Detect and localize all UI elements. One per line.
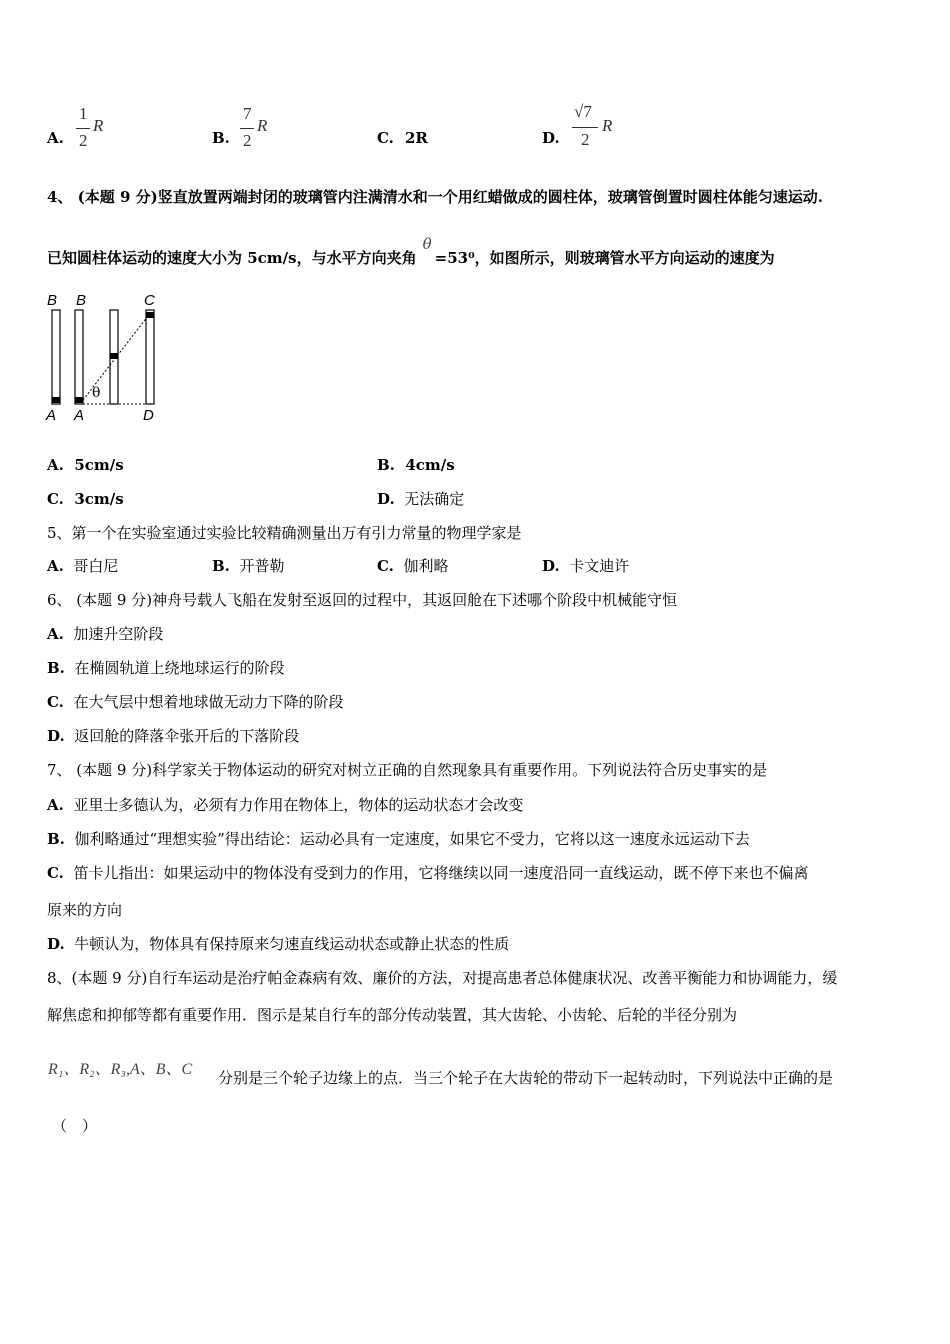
q4-option-b: B. 4cm/s <box>377 456 455 474</box>
q3-option-a-fraction: 1 2 R <box>76 104 116 154</box>
q7-option-c: C. 笛卡儿指出：如果运动中的物体没有受到力的作用，它将继续以同一速度沿同一直线运动，既不停下来也不偏离 <box>47 864 809 882</box>
q5-option-b: B. 开普勒 <box>212 557 285 575</box>
q7-option-b: B. 伽利略通过“理想实验”得出结论：运动必具有一定速度，如果它不受力，它将以这一速度永远运动下去 <box>47 830 750 848</box>
q3-option-b-fraction: 7 2 R <box>240 104 280 154</box>
q5-option-a: A. 哥白尼 <box>47 557 119 575</box>
figure-label-top-1: B <box>47 292 58 309</box>
q8-stem-line3: 分别是三个轮子边缘上的点．当三个轮子在大齿轮的带动下一起转动时，下列说法中正确的是 <box>218 1069 834 1087</box>
q3-option-b-label: B. <box>212 129 230 147</box>
q4-stem-line1: 4、 (本题 9 分)竖直放置两端封闭的玻璃管内注满清水和一个用红蜡做成的圆柱体，玻璃管倒置时圆柱体能匀速运动. <box>47 188 823 206</box>
q8-radius-symbols: R₁、R₂、R₃,A、B、C <box>48 1061 193 1078</box>
q4-stem-line2 <box>47 235 775 268</box>
q5-option-c: C. 伽利略 <box>377 557 449 575</box>
q7-option-c-continued: 原来的方向 <box>47 901 123 919</box>
theta-symbol: θ <box>422 235 432 253</box>
figure-label-top-2: B <box>76 292 87 309</box>
glass-tube-4 <box>146 310 154 404</box>
q7-option-a: A. 亚里士多德认为，必须有力作用在物体上，物体的运动状态才会改变 <box>47 796 524 814</box>
q7-stem: 7、 (本题 9 分)科学家关于物体运动的研究对树立正确的自然现象具有重要作用。下列说法符合历史事实的是 <box>47 761 768 779</box>
figure-label-top-3: C <box>144 292 155 309</box>
q4-option-a: A. 5cm/s <box>47 456 124 474</box>
wax-cylinder-2 <box>75 397 83 403</box>
q3-option-c-label: C. <box>377 129 394 147</box>
q5-option-d: D. 卡文迪许 <box>542 557 630 575</box>
q6-option-c: C. 在大气层中想着地球做无动力下降的阶段 <box>47 693 344 711</box>
glass-tube-2 <box>75 310 83 404</box>
wax-cylinder-1 <box>52 397 60 403</box>
glass-tube-1 <box>52 310 60 404</box>
q7-option-d: D. 牛顿认为，物体具有保持原来匀速直线运动状态或静止状态的性质 <box>47 935 510 953</box>
q4-stem-line2a: 已知圆柱体运动的速度大小为 5cm/s，与水平方向夹角 <box>47 249 417 267</box>
q3-option-a-label: A. <box>47 129 64 147</box>
q4-option-d: D. 无法确定 <box>377 490 465 508</box>
q4-option-c: C. 3cm/s <box>47 490 124 508</box>
wax-cylinder-3 <box>110 353 118 359</box>
q8-answer-blank: （ ） <box>52 1117 98 1135</box>
figure-label-bottom-2: A <box>74 407 85 424</box>
q6-option-d: D. 返回舱的降落伞张开后的下落阶段 <box>47 727 300 745</box>
figure-angle-label: θ <box>92 385 101 401</box>
q8-stem-line2: 解焦虑和抑郁等都有重要作用．图示是某自行车的部分传动装置，其大齿轮、小齿轮、后轮的半径分别为 <box>47 1006 738 1024</box>
q3-option-d-fraction: √7 2 R <box>574 102 613 149</box>
q4-stem-line2b: =53⁰，如图所示，则玻璃管水平方向运动的速度为 <box>434 249 775 267</box>
q4-glass-tube-figure <box>44 290 164 425</box>
q5-stem: 5、第一个在实验室通过实验比较精确测量出万有引力常量的物理学家是 <box>47 524 522 542</box>
figure-label-bottom-3: D <box>143 407 154 424</box>
q6-stem: 6、 (本题 9 分)神舟号载人飞船在发射至返回的过程中，其返回舱在下述哪个阶段中机械能守恒 <box>47 591 678 609</box>
q6-option-a: A. 加速升空阶段 <box>47 625 164 643</box>
q3-option-d-label: D. <box>542 129 560 147</box>
q8-stem-line1: 8、(本题 9 分)自行车运动是治疗帕金森病有效、廉价的方法，对提高患者总体健康状况、改善平衡能力和协调能力，缓 <box>47 969 838 987</box>
figure-label-bottom-1: A <box>46 407 57 424</box>
q6-option-b: B. 在椭圆轨道上绕地球运行的阶段 <box>47 659 285 677</box>
q3-option-c-text: 2R <box>405 129 428 147</box>
